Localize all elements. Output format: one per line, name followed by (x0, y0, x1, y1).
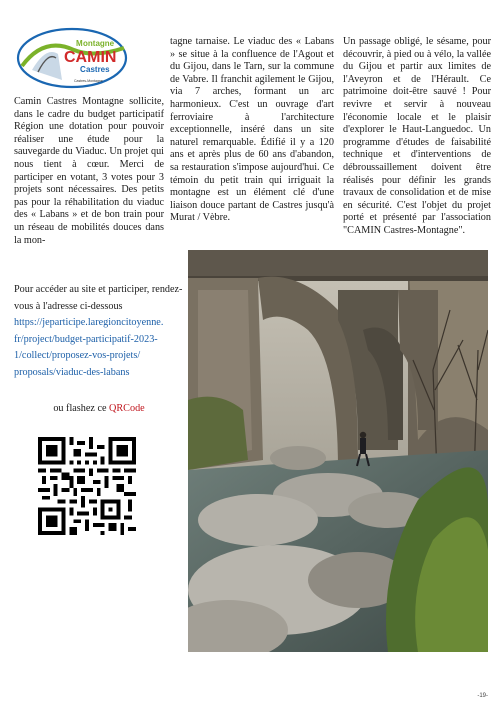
svg-text:C: C (80, 65, 86, 74)
svg-text:M: M (76, 39, 83, 48)
participation-instructions (14, 282, 184, 381)
article-column-1: Camin Castres Montagne sollicite, dans le cadre du budget participatif Région une dotation pour pouvoir réaliser une étude pour la sauvegarde du Viaduc. Un projet qui nous tient à cœur. Merci de participer en votant, 3 votes pour 3 projets sont nécessaires. Des petits pas pour la réhabilitation du viaduc des « Labans » et de bon train pour un réseau de mobilités douces dans la mon- (14, 96, 164, 246)
article-column-2: tagne tarnaise. Le viaduc des « Labans » se situe à la confluence de l'Agout et du Gijou, dans le Tarn, sur la commune de Vabre. Il franchit agilement le Gijou, via 7 arches, formant un arc harmonieux. C'est un ouvrage d'art ferroviaire à l'architecture exceptionnelle, inséré dans un site naturel remarquable. Édifié il y a 120 ans et après plus de 60 ans d'abandon, sa restauration s'impose aujourd'hui. Ce témoin du petit train qui irriguait la montagne est un élément clé d'une liaison douce partant de Castres jusqu'à Murat / Vèbre. (170, 36, 334, 224)
url-line[interactable]: fr/project/budget-participatif-2023- (14, 333, 158, 345)
participation-intro: Pour accéder au site et participer, rendez-vous à l'adresse ci-dessous (14, 284, 183, 312)
article-column-3: Un passage obligé, le sésame, pour découvrir, à pied ou à vélo, la vallée du Gijou et partir aux limites de l'Aveyron et de l'Hérault. Ce patrimoine doit-être sauvé ! Pour revivre et servir à nouveau l'économie locale et le plaisir d'explorer le Haut-Languedoc. Un programme d'études de faisabilité technique et d'interventions de débroussaillement doivent être réalisés pour définir les grands travaux de consolidation et de mise en sécurité. C'est l'objet du projet porté et présenté par l'association "CAMIN Castres-Montagne". (343, 36, 491, 236)
viaduct-photo (188, 250, 488, 652)
svg-text:astres: astres (86, 65, 110, 74)
qr-caption (14, 403, 184, 414)
qr-caption-prefix: ou flashez ce (53, 403, 110, 414)
url-line[interactable]: https://jeparticipe.laregioncitoyenne. (14, 317, 164, 328)
svg-text:CAMIN: CAMIN (64, 49, 117, 66)
svg-text:ontagne: ontagne (83, 39, 115, 48)
url-line[interactable]: proposals/viaduc-des-labans (14, 366, 130, 378)
page-number: -19- (477, 693, 488, 699)
qr-code[interactable] (38, 437, 136, 535)
svg-text:Castres-Montagne: Castres-Montagne (74, 79, 103, 83)
url-line[interactable]: 1/collect/proposez-vos-projets/ (14, 350, 141, 361)
camin-logo (14, 26, 149, 90)
qr-caption-word: QRCode (109, 403, 145, 414)
participation-link[interactable] (14, 315, 184, 381)
